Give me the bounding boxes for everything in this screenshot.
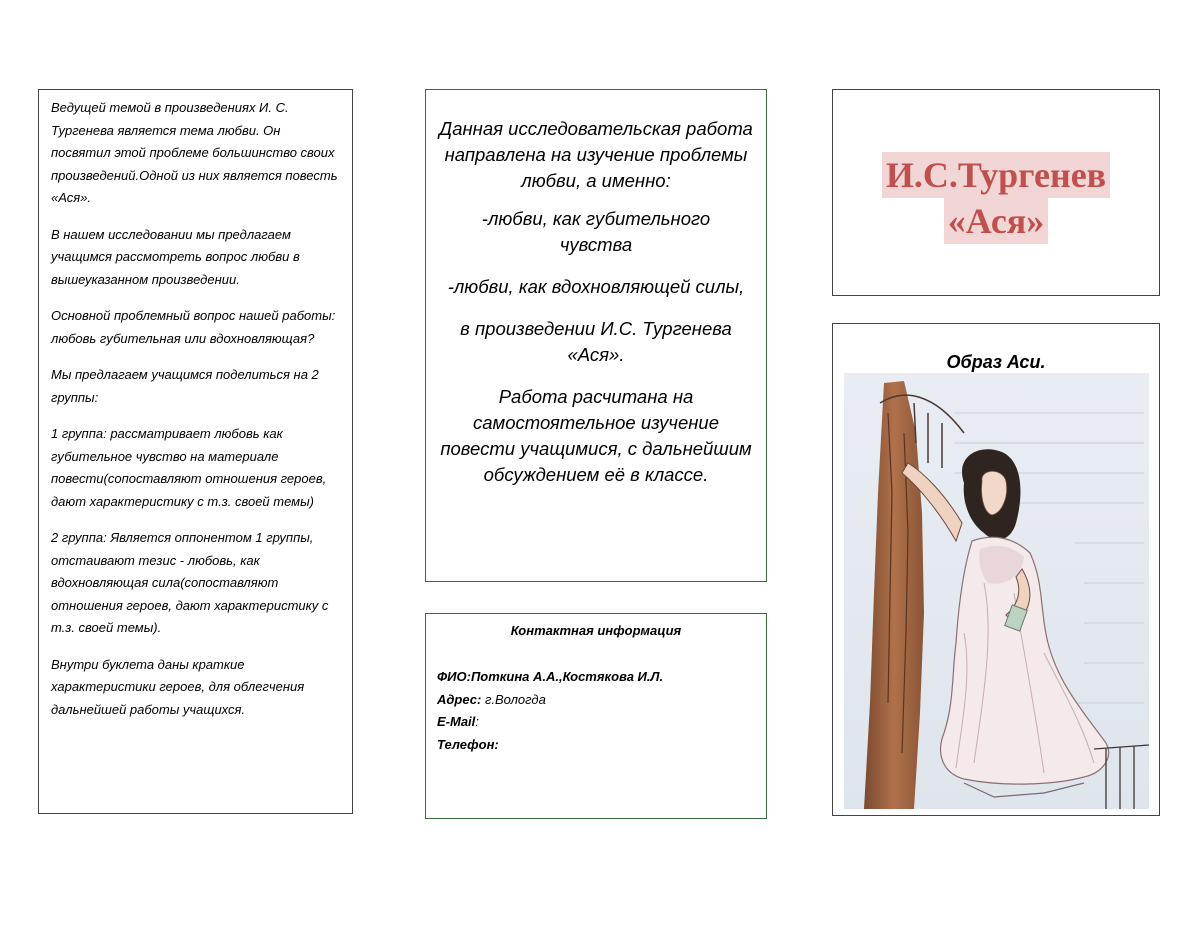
phone-label: Телефон: xyxy=(437,736,499,752)
left-paragraph-6: 2 группа: Является оппонентом 1 группы, отстаивают тезис - любовь, как вдохновляющая сила(сопоставляют отношения героев, дают характеристику с т.з. своей темы). xyxy=(51,530,329,635)
email-value: : xyxy=(475,714,479,729)
illustration-asya xyxy=(844,373,1149,809)
left-panel xyxy=(38,89,353,814)
fio-text: ФИО:Поткина А.А.,Костякова И.Л. xyxy=(437,669,664,684)
contact-fio xyxy=(437,666,755,689)
address-value: г.Вологда xyxy=(481,691,546,707)
intro-paragraph-2: -любви, как губительного чувства xyxy=(481,208,711,255)
contact-phone xyxy=(437,734,755,757)
left-paragraph-3: Основной проблемный вопрос нашей работы: любовь губительная или вдохновляющая? xyxy=(51,308,336,346)
contacts-title: Контактная информация xyxy=(510,623,682,638)
left-paragraph-1: Ведущей темой в произведениях И. С. Тургенева является тема любви. Он посвятил этой проблеме большинство своих произведений.Одной из них является повесть «Ася». xyxy=(51,100,338,205)
left-paragraph-5: 1 группа: рассматривает любовь как губительное чувство на материале повести(сопоставляют отношения героев, дают характеристику с т.з. своей темы) xyxy=(51,426,327,509)
book-title-name: «Ася» xyxy=(944,198,1049,244)
contact-address xyxy=(437,689,755,712)
contacts-panel xyxy=(425,613,767,819)
intro-paragraph-4: в произведении И.С. Тургенева «Ася». xyxy=(460,318,732,365)
book-title-author: И.С.Тургенев xyxy=(882,152,1110,198)
intro-paragraph-3: -любви, как вдохновляющей силы, xyxy=(447,276,745,297)
intro-paragraph-1: Данная исследовательская работа направлена на изучение проблемы любви, а именно: xyxy=(439,118,753,191)
title-panel xyxy=(832,89,1160,296)
title-line-1-wrap xyxy=(833,152,1159,198)
image-caption: Образ Аси. xyxy=(946,352,1046,372)
email-label: E-Mail xyxy=(437,714,476,729)
contact-email xyxy=(437,711,755,734)
title-line-2-wrap xyxy=(833,198,1159,244)
address-label: Адрес: xyxy=(437,691,482,707)
intro-panel xyxy=(425,89,767,582)
left-paragraph-7: Внутри буклета даны краткие характеристики героев, для облегчения дальнейшей работы учащихся. xyxy=(51,656,305,717)
left-paragraph-4: Мы предлагаем учащимся поделиться на 2 группы: xyxy=(51,367,319,405)
left-paragraph-2: В нашем исследовании мы предлагаем учащимся рассмотреть вопрос любви в вышеуказанном произведении. xyxy=(51,226,300,287)
image-panel xyxy=(832,323,1160,816)
intro-paragraph-5: Работа расчитана на самостоятельное изучение повести учащимися, с дальнейшим обсуждением её в классе. xyxy=(440,386,752,485)
